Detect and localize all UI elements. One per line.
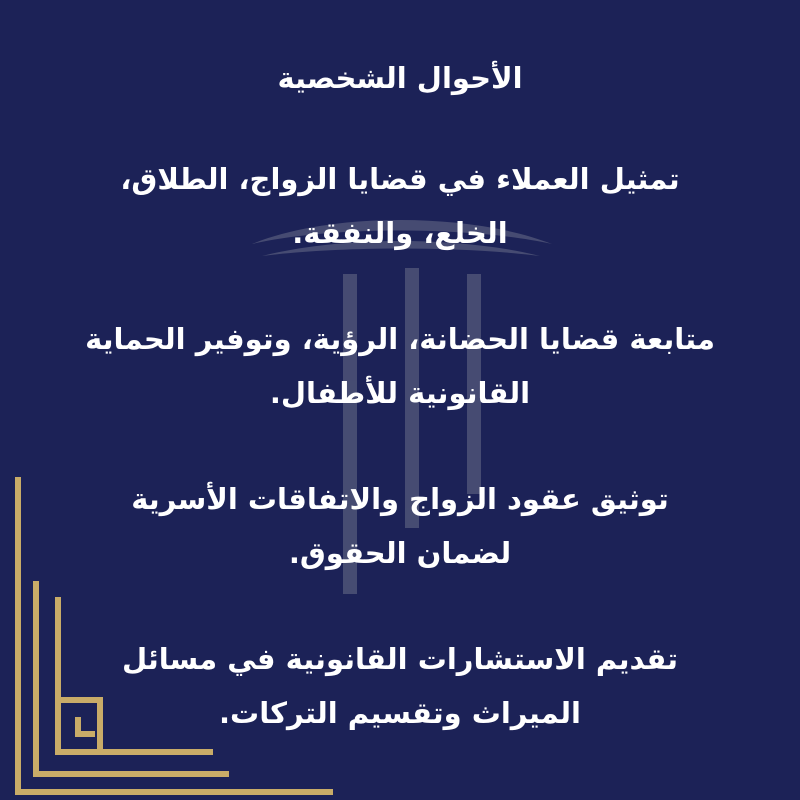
service-item-3: توثيق عقود الزواج والاتفاقات الأسرية لضمان الحقوق. <box>131 482 669 570</box>
service-item-1: تمثيل العملاء في قضايا الزواج، الطلاق، الخلع، والنفقة. <box>120 162 680 250</box>
service-item-2: متابعة قضايا الحضانة، الرؤية، وتوفير الحماية القانونية للأطفال. <box>85 322 715 410</box>
page-title: الأحوال الشخصية <box>277 61 523 95</box>
content-panel <box>80 56 720 740</box>
service-item-4: تقديم الاستشارات القانونية في مسائل الميراث وتقسيم التركات. <box>121 642 679 730</box>
